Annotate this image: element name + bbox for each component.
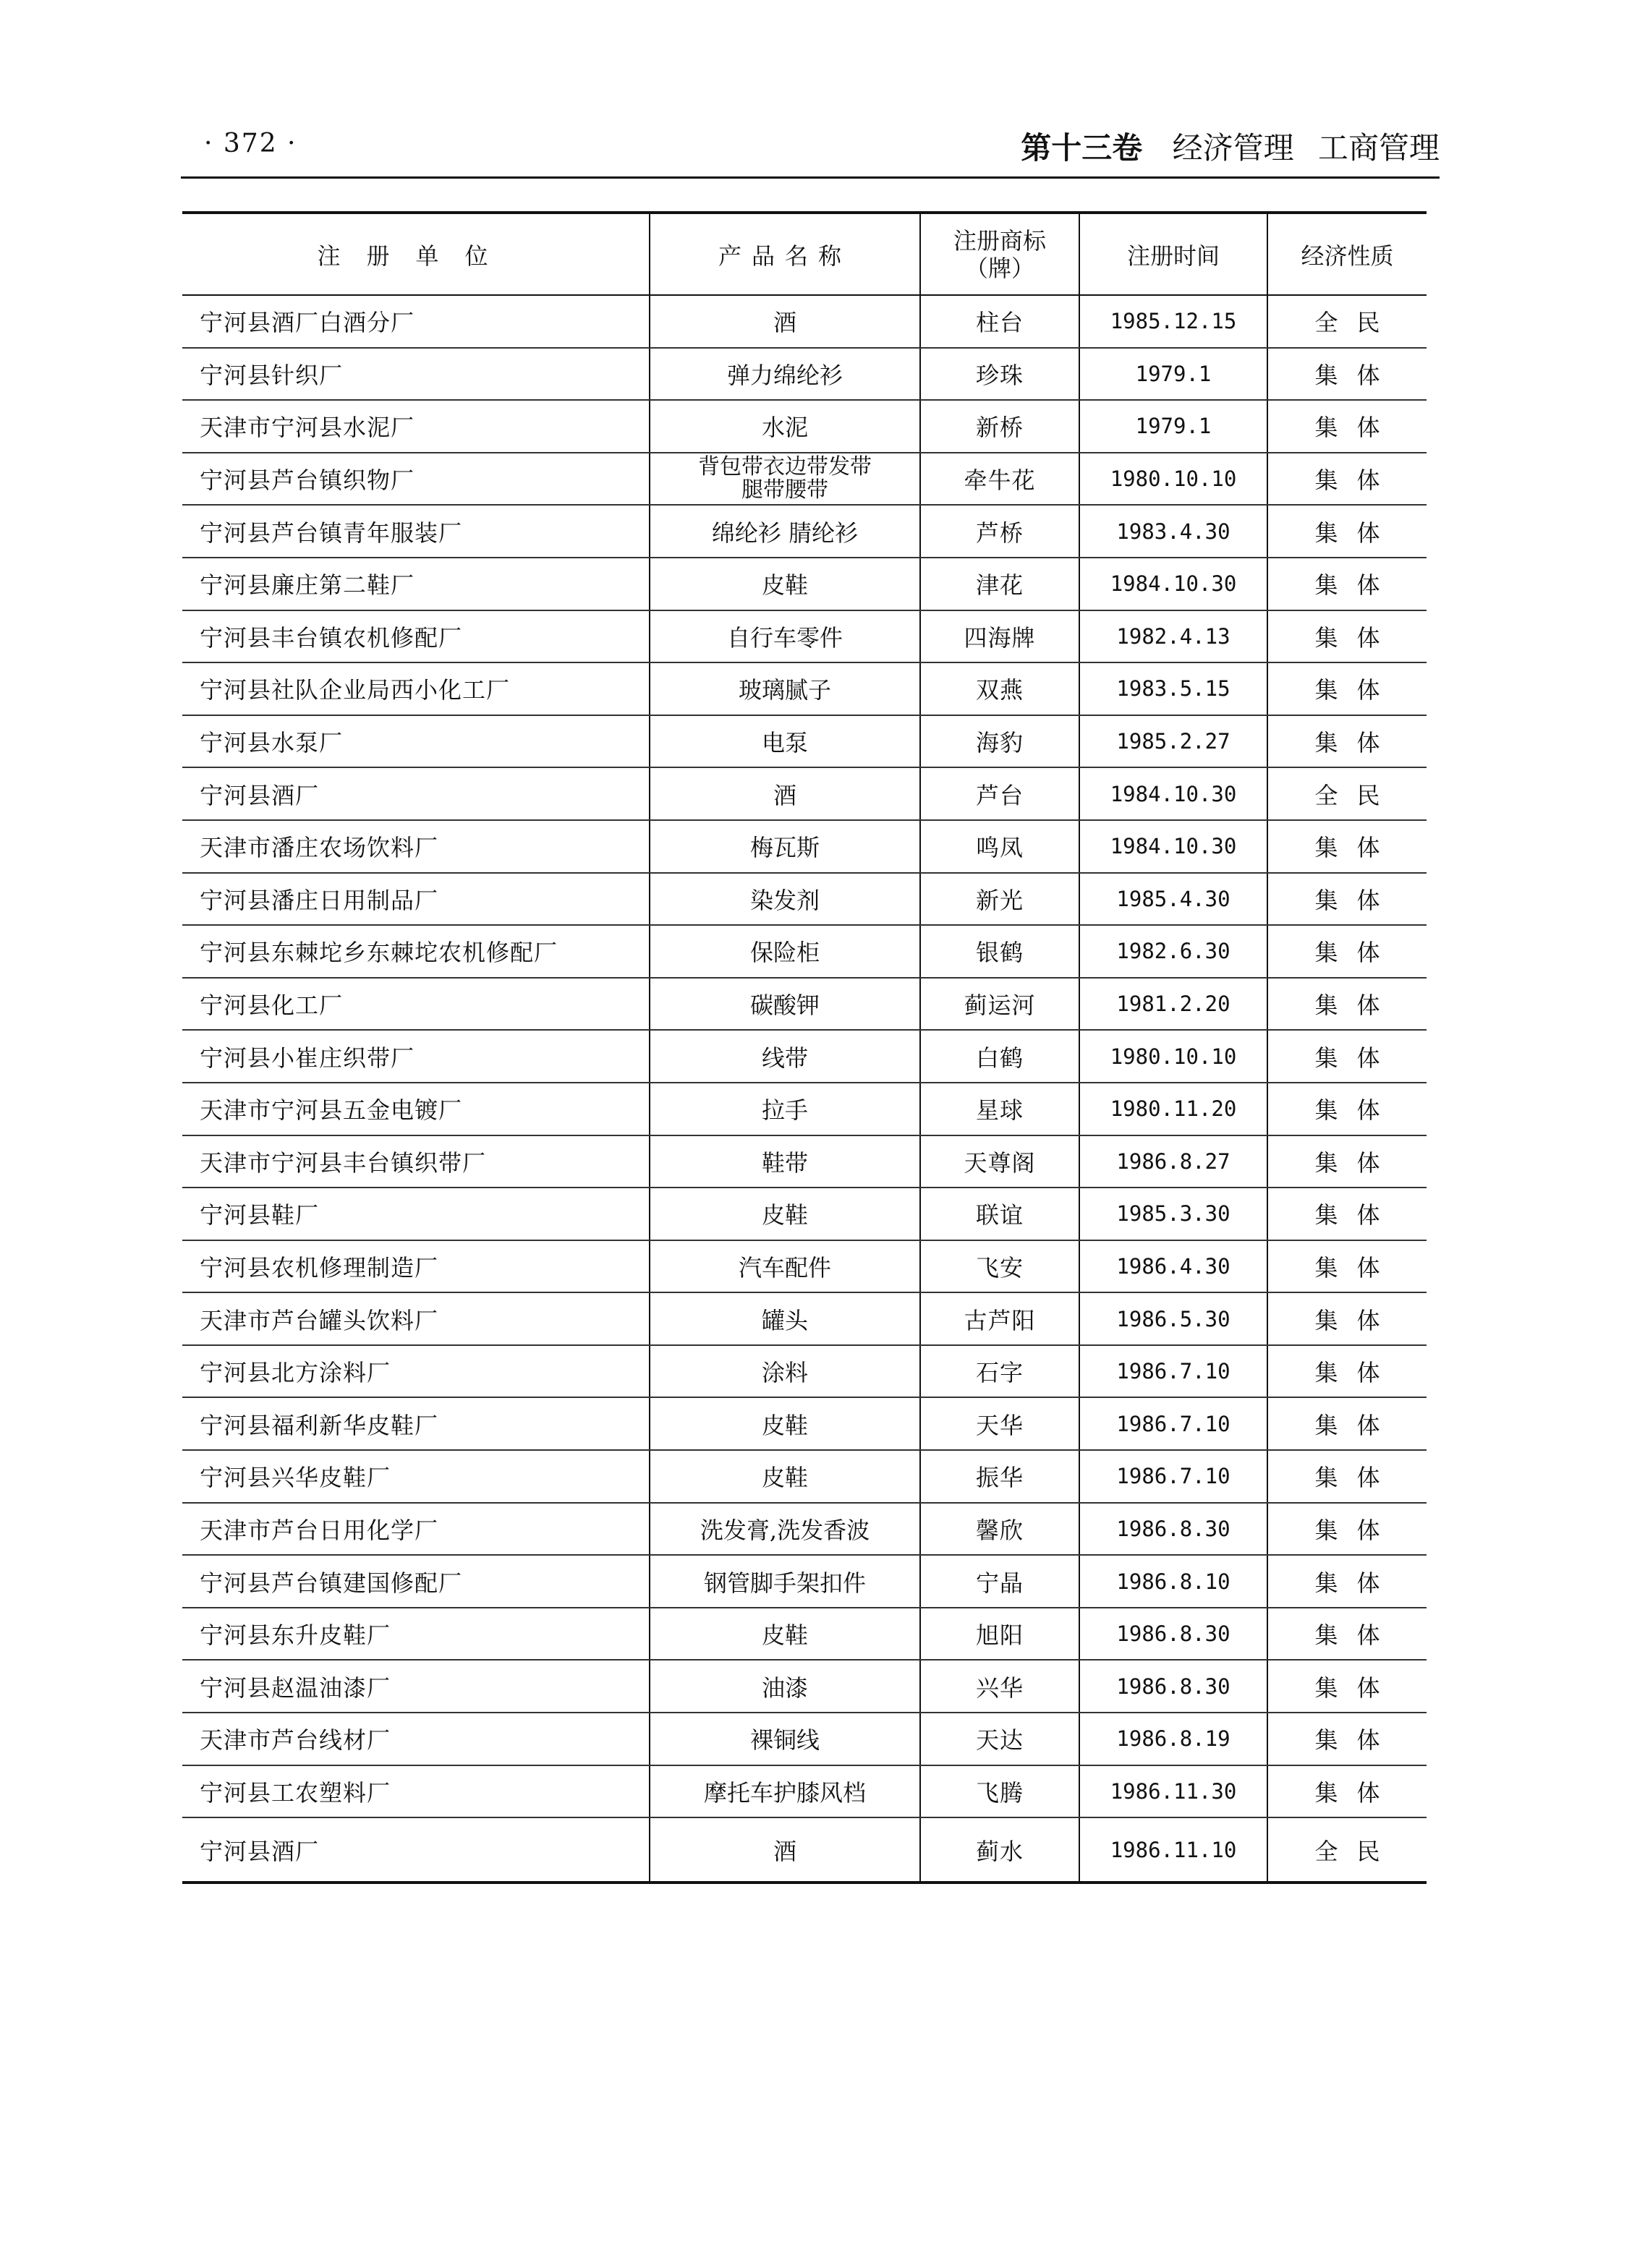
- cell-nature: 集体: [1267, 925, 1427, 978]
- cell-unit: 宁河县酒厂: [182, 767, 650, 820]
- cell-product: 弹力绵纶衫: [650, 348, 920, 401]
- cell-unit: 宁河县农机修理制造厂: [182, 1240, 650, 1293]
- cell-unit: 天津市芦台线材厂: [182, 1713, 650, 1765]
- cell-unit: 宁河县酒厂白酒分厂: [182, 295, 650, 348]
- cell-nature: 集体: [1267, 1135, 1427, 1188]
- cell-nature: 集体: [1267, 715, 1427, 768]
- cell-product: 自行车零件: [650, 610, 920, 663]
- column-header-trademark-line1: 注册商标: [953, 226, 1046, 255]
- table-row: [182, 1345, 1427, 1398]
- table-row: [182, 715, 1427, 768]
- cell-date: 1986.8.30: [1079, 1660, 1267, 1713]
- cell-nature: 集体: [1267, 1503, 1427, 1556]
- cell-product: 摩托车护膝风档: [650, 1765, 920, 1818]
- cell-trademark: 鸣凤: [920, 820, 1079, 873]
- cell-nature: 集体: [1267, 453, 1427, 506]
- column-header-nature: 经济性质: [1267, 213, 1427, 295]
- cell-trademark: 联谊: [920, 1188, 1079, 1240]
- cell-date: 1986.8.30: [1079, 1608, 1267, 1660]
- cell-unit: 宁河县针织厂: [182, 348, 650, 401]
- table-row: [182, 1450, 1427, 1503]
- cell-trademark: 飞腾: [920, 1765, 1079, 1818]
- cell-date: 1984.10.30: [1079, 767, 1267, 820]
- cell-trademark: 石字: [920, 1345, 1079, 1398]
- cell-unit: 天津市潘庄农场饮料厂: [182, 820, 650, 873]
- cell-product: 油漆: [650, 1660, 920, 1713]
- table-row: [182, 1713, 1427, 1765]
- cell-unit: 宁河县水泵厂: [182, 715, 650, 768]
- cell-date: 1984.10.30: [1079, 558, 1267, 610]
- cell-unit: 宁河县丰台镇农机修配厂: [182, 610, 650, 663]
- cell-unit: 宁河县东棘坨乡东棘坨农机修配厂: [182, 925, 650, 978]
- table-row: [182, 1240, 1427, 1293]
- cell-nature: 集体: [1267, 662, 1427, 715]
- cell-date: 1986.8.30: [1079, 1503, 1267, 1556]
- cell-date: 1980.10.10: [1079, 453, 1267, 506]
- cell-nature: 集体: [1267, 610, 1427, 663]
- cell-date: 1986.8.27: [1079, 1135, 1267, 1188]
- cell-product-line2: 腿带腰带: [741, 477, 828, 503]
- table-row: [182, 348, 1427, 401]
- cell-unit: 宁河县工农塑料厂: [182, 1765, 650, 1818]
- cell-product: 酒: [650, 767, 920, 820]
- cell-date: 1979.1: [1079, 348, 1267, 401]
- table-row: [182, 558, 1427, 610]
- subsection-title: 工商管理: [1317, 130, 1440, 166]
- column-header-product: 产品名称: [650, 213, 920, 295]
- cell-unit: 天津市芦台罐头饮料厂: [182, 1292, 650, 1345]
- cell-trademark: 银鹤: [920, 925, 1079, 978]
- cell-nature: 集体: [1267, 505, 1427, 558]
- table-row: [182, 1135, 1427, 1188]
- cell-trademark: 津花: [920, 558, 1079, 610]
- cell-unit: 宁河县北方涂料厂: [182, 1345, 650, 1398]
- cell-unit: 宁河县芦台镇织物厂: [182, 453, 650, 506]
- cell-trademark: 馨欣: [920, 1503, 1079, 1556]
- cell-product-line1: 背包带衣边带发带: [698, 454, 872, 480]
- table-row: [182, 1817, 1427, 1883]
- cell-unit: 宁河县酒厂: [182, 1817, 650, 1883]
- cell-unit: 宁河县赵温油漆厂: [182, 1660, 650, 1713]
- volume-title: 第十三卷: [1021, 130, 1143, 166]
- cell-nature: 集体: [1267, 1450, 1427, 1503]
- table-row: [182, 1608, 1427, 1660]
- cell-date: 1983.4.30: [1079, 505, 1267, 558]
- cell-trademark: 芦台: [920, 767, 1079, 820]
- cell-product: 碳酸钾: [650, 978, 920, 1031]
- cell-unit: 宁河县潘庄日用制品厂: [182, 873, 650, 926]
- cell-unit: 宁河县鞋厂: [182, 1188, 650, 1240]
- cell-trademark: 新光: [920, 873, 1079, 926]
- cell-date: 1979.1: [1079, 400, 1267, 453]
- cell-nature: 全民: [1267, 1817, 1427, 1883]
- cell-product: 绵纶衫 腈纶衫: [650, 505, 920, 558]
- cell-trademark: 柱台: [920, 295, 1079, 348]
- cell-nature: 集体: [1267, 558, 1427, 610]
- table-header-row: [182, 213, 1427, 295]
- cell-nature: 集体: [1267, 1608, 1427, 1660]
- cell-nature: 集体: [1267, 1030, 1427, 1083]
- table-row: [182, 1660, 1427, 1713]
- cell-date: 1985.3.30: [1079, 1188, 1267, 1240]
- cell-trademark: 飞安: [920, 1240, 1079, 1293]
- cell-trademark: 兴华: [920, 1660, 1079, 1713]
- table-row: [182, 978, 1427, 1031]
- table-row: [182, 1397, 1427, 1450]
- cell-unit: 宁河县小崔庄织带厂: [182, 1030, 650, 1083]
- cell-nature: 全民: [1267, 295, 1427, 348]
- cell-unit: 天津市宁河县五金电镀厂: [182, 1083, 650, 1135]
- cell-trademark: 海豹: [920, 715, 1079, 768]
- cell-trademark: 天华: [920, 1397, 1079, 1450]
- cell-unit: 宁河县芦台镇建国修配厂: [182, 1555, 650, 1608]
- cell-trademark: 蓟水: [920, 1817, 1079, 1883]
- cell-trademark: 白鹤: [920, 1030, 1079, 1083]
- cell-nature: 集体: [1267, 1083, 1427, 1135]
- cell-trademark: 新桥: [920, 400, 1079, 453]
- column-header-date: 注册时间: [1079, 213, 1267, 295]
- cell-unit: 宁河县兴华皮鞋厂: [182, 1450, 650, 1503]
- cell-product: 保险柜: [650, 925, 920, 978]
- cell-product: [650, 453, 920, 506]
- cell-nature: 集体: [1267, 1292, 1427, 1345]
- cell-unit: 宁河县芦台镇青年服装厂: [182, 505, 650, 558]
- cell-trademark: 双燕: [920, 662, 1079, 715]
- table-row: [182, 1030, 1427, 1083]
- cell-trademark: 旭阳: [920, 1608, 1079, 1660]
- cell-product: 汽车配件: [650, 1240, 920, 1293]
- cell-trademark: 振华: [920, 1450, 1079, 1503]
- cell-trademark: 蓟运河: [920, 978, 1079, 1031]
- cell-trademark: 宁晶: [920, 1555, 1079, 1608]
- cell-trademark: 珍珠: [920, 348, 1079, 401]
- cell-unit: 宁河县化工厂: [182, 978, 650, 1031]
- running-head: [1021, 124, 1440, 168]
- cell-product: 涂料: [650, 1345, 920, 1398]
- cell-nature: 集体: [1267, 873, 1427, 926]
- cell-product: 拉手: [650, 1083, 920, 1135]
- cell-nature: 集体: [1267, 1345, 1427, 1398]
- column-header-trademark-line2: （牌）: [964, 254, 1034, 282]
- cell-product: 玻璃腻子: [650, 662, 920, 715]
- column-header-trademark: [920, 213, 1079, 295]
- cell-product: 染发剂: [650, 873, 920, 926]
- cell-nature: 集体: [1267, 978, 1427, 1031]
- cell-product: 皮鞋: [650, 558, 920, 610]
- cell-date: 1983.5.15: [1079, 662, 1267, 715]
- cell-trademark: 天达: [920, 1713, 1079, 1765]
- cell-trademark: 天尊阁: [920, 1135, 1079, 1188]
- cell-product: 鞋带: [650, 1135, 920, 1188]
- cell-nature: 集体: [1267, 348, 1427, 401]
- cell-date: 1986.4.30: [1079, 1240, 1267, 1293]
- cell-trademark: 牵牛花: [920, 453, 1079, 506]
- cell-unit: 天津市宁河县水泥厂: [182, 400, 650, 453]
- page-number: · 372 ·: [204, 129, 297, 158]
- cell-nature: 集体: [1267, 820, 1427, 873]
- cell-unit: 天津市芦台日用化学厂: [182, 1503, 650, 1556]
- cell-date: 1986.11.10: [1079, 1817, 1267, 1883]
- header-rule: [181, 176, 1440, 179]
- table-row: [182, 662, 1427, 715]
- cell-date: 1985.4.30: [1079, 873, 1267, 926]
- cell-nature: 集体: [1267, 1713, 1427, 1765]
- cell-trademark: 芦桥: [920, 505, 1079, 558]
- table-row: [182, 505, 1427, 558]
- cell-product: 线带: [650, 1030, 920, 1083]
- cell-date: 1985.12.15: [1079, 295, 1267, 348]
- cell-nature: 全民: [1267, 767, 1427, 820]
- cell-trademark: 四海牌: [920, 610, 1079, 663]
- cell-date: 1982.6.30: [1079, 925, 1267, 978]
- cell-trademark: 古芦阳: [920, 1292, 1079, 1345]
- cell-nature: 集体: [1267, 400, 1427, 453]
- column-header-unit: 注册单位: [182, 213, 650, 295]
- cell-product: 水泥: [650, 400, 920, 453]
- section-title: 经济管理: [1172, 130, 1294, 166]
- cell-date: 1986.11.30: [1079, 1765, 1267, 1818]
- cell-nature: 集体: [1267, 1188, 1427, 1240]
- table-row: [182, 873, 1427, 926]
- table-row: [182, 1188, 1427, 1240]
- cell-product: 皮鞋: [650, 1188, 920, 1240]
- cell-unit: 宁河县廉庄第二鞋厂: [182, 558, 650, 610]
- cell-product: 梅瓦斯: [650, 820, 920, 873]
- cell-product: 电泵: [650, 715, 920, 768]
- table-row: [182, 925, 1427, 978]
- table-row: [182, 1555, 1427, 1608]
- cell-product: 钢管脚手架扣件: [650, 1555, 920, 1608]
- cell-unit: 宁河县福利新华皮鞋厂: [182, 1397, 650, 1450]
- cell-trademark: 星球: [920, 1083, 1079, 1135]
- table-row: [182, 767, 1427, 820]
- cell-unit: 天津市宁河县丰台镇织带厂: [182, 1135, 650, 1188]
- cell-unit: 宁河县东升皮鞋厂: [182, 1608, 650, 1660]
- cell-date: 1986.7.10: [1079, 1397, 1267, 1450]
- cell-product: 洗发膏,洗发香波: [650, 1503, 920, 1556]
- cell-date: 1980.10.10: [1079, 1030, 1267, 1083]
- cell-nature: 集体: [1267, 1660, 1427, 1713]
- table-row: [182, 1083, 1427, 1135]
- table-row: [182, 295, 1427, 348]
- cell-date: 1982.4.13: [1079, 610, 1267, 663]
- cell-date: 1981.2.20: [1079, 978, 1267, 1031]
- table-row: [182, 1503, 1427, 1556]
- cell-date: 1984.10.30: [1079, 820, 1267, 873]
- cell-date: 1986.7.10: [1079, 1450, 1267, 1503]
- cell-date: 1980.11.20: [1079, 1083, 1267, 1135]
- cell-date: 1986.8.19: [1079, 1713, 1267, 1765]
- cell-product: 酒: [650, 1817, 920, 1883]
- cell-date: 1986.7.10: [1079, 1345, 1267, 1398]
- table-row: [182, 1292, 1427, 1345]
- trademark-registration-table: [182, 211, 1427, 1884]
- cell-product: 皮鞋: [650, 1608, 920, 1660]
- cell-date: 1986.5.30: [1079, 1292, 1267, 1345]
- table-row: [182, 820, 1427, 873]
- cell-nature: 集体: [1267, 1240, 1427, 1293]
- cell-nature: 集体: [1267, 1765, 1427, 1818]
- cell-nature: 集体: [1267, 1555, 1427, 1608]
- cell-product: 皮鞋: [650, 1397, 920, 1450]
- cell-product: 皮鞋: [650, 1450, 920, 1503]
- cell-unit: 宁河县社队企业局西小化工厂: [182, 662, 650, 715]
- cell-product: 裸铜线: [650, 1713, 920, 1765]
- cell-date: 1986.8.10: [1079, 1555, 1267, 1608]
- table-row: [182, 1765, 1427, 1818]
- cell-product: 酒: [650, 295, 920, 348]
- table-row: [182, 610, 1427, 663]
- cell-nature: 集体: [1267, 1397, 1427, 1450]
- table-row: [182, 400, 1427, 453]
- cell-date: 1985.2.27: [1079, 715, 1267, 768]
- cell-product: 罐头: [650, 1292, 920, 1345]
- table-row: [182, 453, 1427, 506]
